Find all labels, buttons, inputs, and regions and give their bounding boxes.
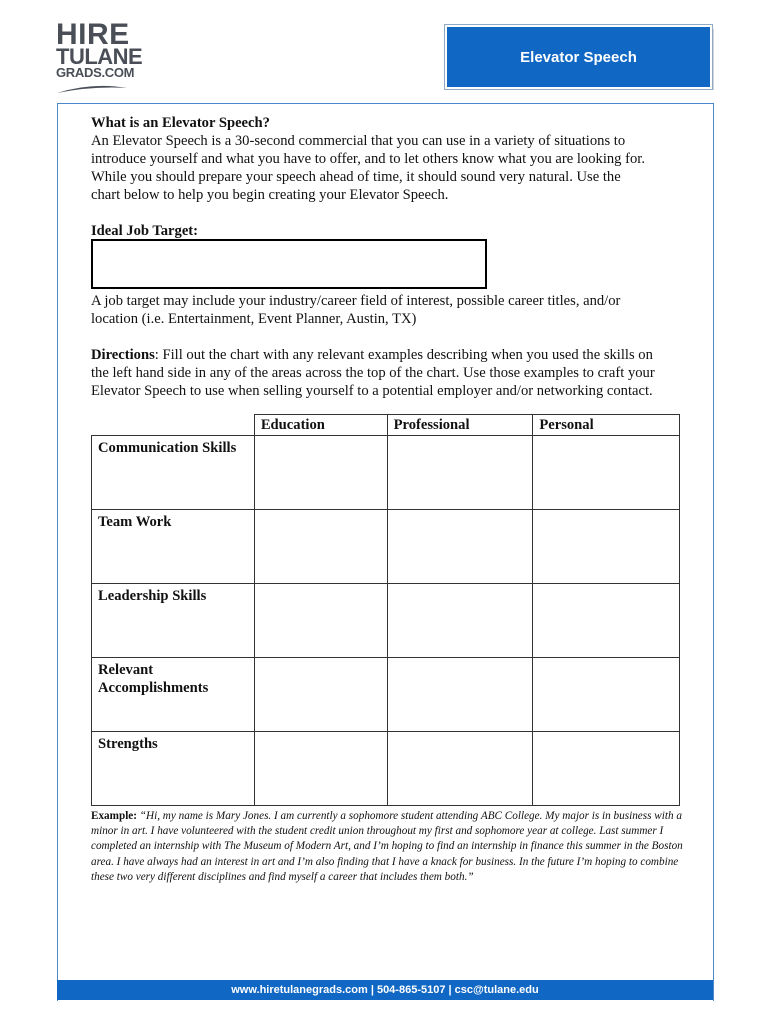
table-row [92, 658, 680, 732]
header-banner [445, 25, 712, 89]
cell-professional[interactable] [387, 584, 533, 658]
row-label-text-line-2: Accomplishments [98, 680, 209, 696]
job-target-label: Ideal Job Target: [91, 223, 199, 239]
cell-personal[interactable] [533, 658, 680, 732]
footer-contact: www.hiretulanegrads.com | 504-865-5107 | csc@tulane.edu [231, 984, 539, 996]
intro-line-4: chart below to help you begin creating your Elevator Speech. [91, 187, 449, 203]
directions-line-3: Elevator Speech to use when selling yourself to a potential employer and/or networking contact. [91, 383, 653, 399]
row-label-text: Strengths [98, 736, 158, 752]
hire-tulane-grads-logo [56, 18, 156, 94]
intro-heading: What is an Elevator Speech? [91, 115, 270, 131]
cell-professional[interactable] [387, 732, 533, 806]
table-row [92, 510, 680, 584]
directions-label: Directions [91, 347, 155, 363]
cell-professional[interactable] [387, 658, 533, 732]
logo-line-grads: GRADS.COM [56, 65, 135, 80]
job-target-note-line-2: location (i.e. Entertainment, Event Planner, Austin, TX) [91, 311, 417, 327]
example-text: “Hi, my name is Mary Jones. I am currently a sophomore student attending ABC College. My major is in business with a minor in art. I have volunteered with the student credit union throughout my first and sophomore year at college. Last summer I completed an internship with The Museum of Modern Art, and I’m hoping to find an internship in finance this summer in the Boston area. I have always had an interest in art and I’m also finding that I have a knack for business. In the future I’m hoping to combine these two very different disciplines and find myself a career that includes them both.” [91, 810, 683, 883]
skills-chart [91, 414, 680, 806]
cell-personal[interactable] [533, 436, 680, 510]
directions-line-2: the left hand side in any of the areas across the top of the chart. Use those examples to craft your [91, 365, 655, 381]
chart-header-row [92, 415, 680, 436]
example-paragraph [91, 809, 683, 885]
table-row [92, 436, 680, 510]
row-label-leadership-skills [92, 584, 255, 658]
cell-professional[interactable] [387, 510, 533, 584]
cell-education[interactable] [254, 658, 387, 732]
page-title: Elevator Speech [520, 48, 637, 66]
cell-education[interactable] [254, 584, 387, 658]
cell-education[interactable] [254, 436, 387, 510]
cell-education[interactable] [254, 510, 387, 584]
column-header-professional: Professional [387, 415, 533, 436]
row-label-communication-skills [92, 436, 255, 510]
row-label-text: Leadership Skills [98, 588, 207, 604]
cell-education[interactable] [254, 732, 387, 806]
intro-line-2: introduce yourself and what you have to offer, and to let others know what you are looking for. [91, 151, 645, 167]
logo-swoosh-icon [56, 84, 128, 94]
footer-bar [57, 980, 713, 1000]
column-header-education: Education [254, 415, 387, 436]
cell-personal[interactable] [533, 732, 680, 806]
row-label-relevant-accomplishments [92, 658, 255, 732]
table-row [92, 584, 680, 658]
example-label: Example: [91, 810, 137, 822]
logo-line-hire: HIRE [56, 18, 130, 51]
row-label-team-work [92, 510, 255, 584]
logo-line-tulane: TULANE [56, 44, 143, 69]
row-label-text-line-1: Relevant [98, 662, 154, 678]
cell-personal[interactable] [533, 510, 680, 584]
cell-professional[interactable] [387, 436, 533, 510]
intro-line-3: While you should prepare your speech ahead of time, it should sound very natural. Use the [91, 169, 621, 185]
table-row [92, 732, 680, 806]
row-label-text: Communication Skills [98, 440, 237, 456]
column-header-personal: Personal [533, 415, 680, 436]
intro-line-1: An Elevator Speech is a 30-second commercial that you can use in a variety of situations to [91, 133, 626, 149]
row-label-strengths [92, 732, 255, 806]
job-target-note-line-1: A job target may include your industry/career field of interest, possible career titles, and/or [91, 293, 621, 309]
directions-line-1 [91, 346, 653, 364]
directions-text-1: : Fill out the chart with any relevant examples describing when you used the skills on [154, 347, 653, 363]
row-label-text: Team Work [98, 514, 172, 530]
cell-personal[interactable] [533, 584, 680, 658]
job-target-input-box[interactable] [91, 239, 487, 289]
chart-corner-cell [92, 415, 255, 436]
